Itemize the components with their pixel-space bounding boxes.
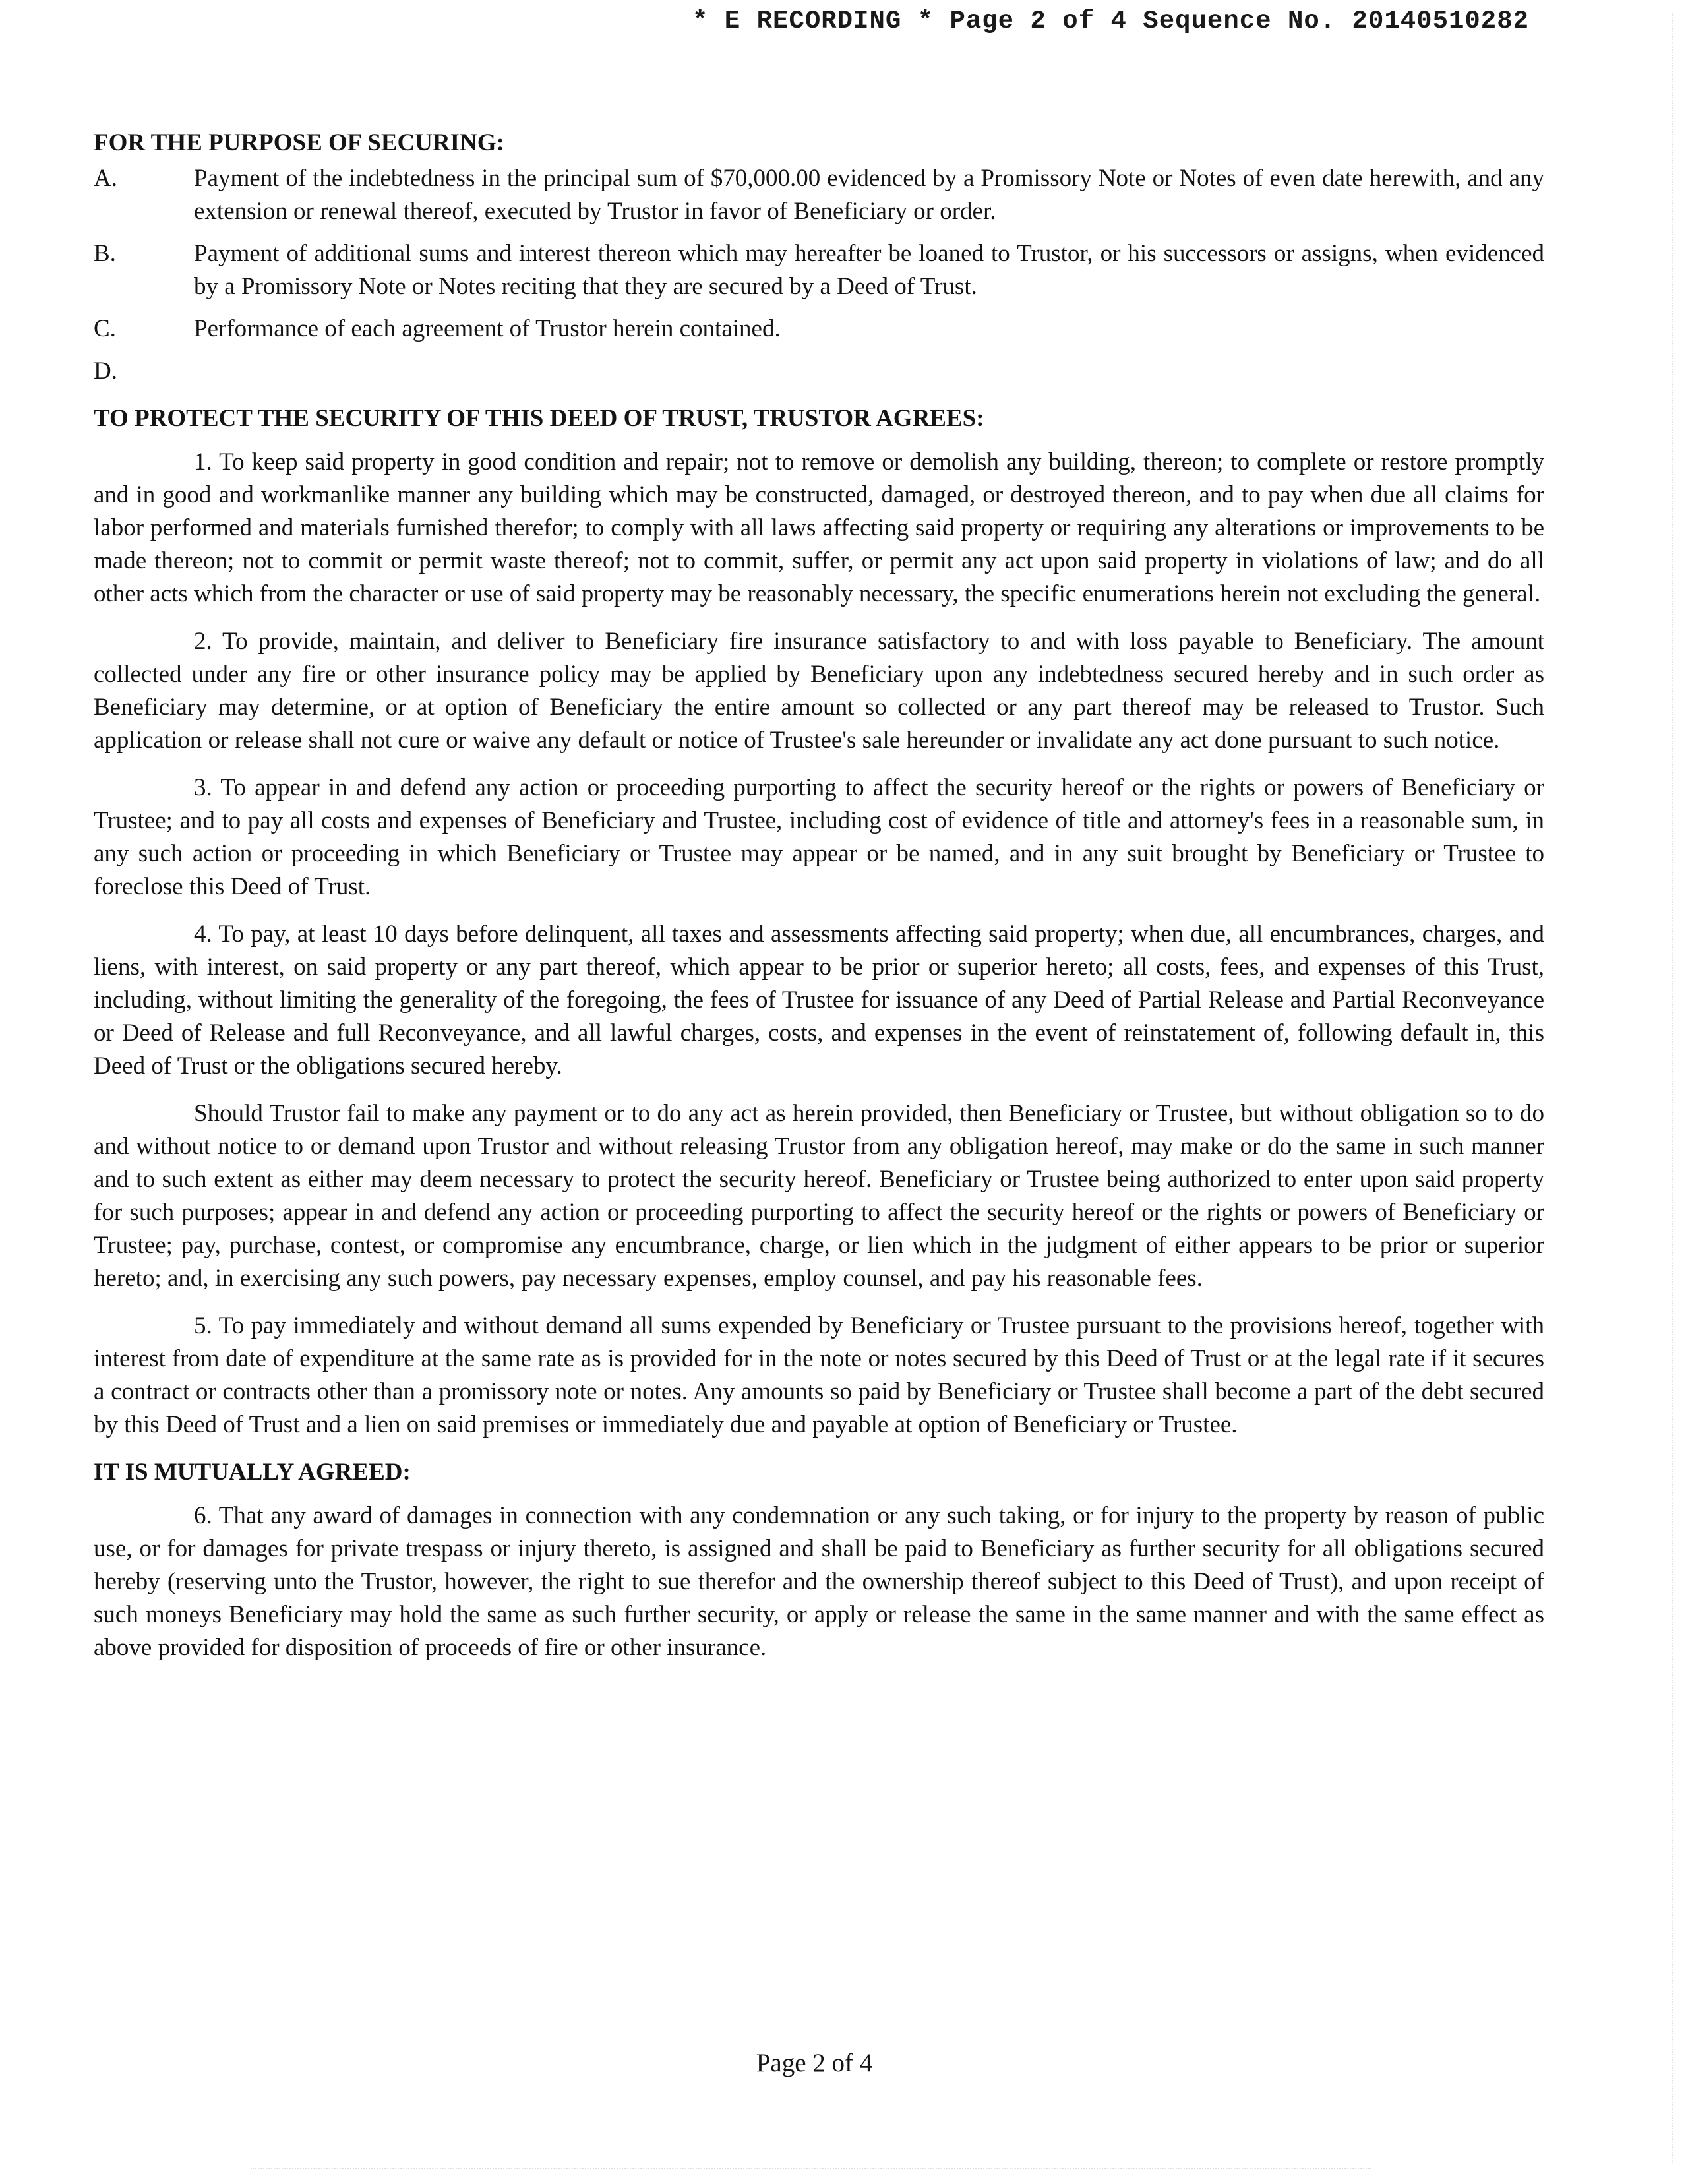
agreed-heading: IT IS MUTUALLY AGREED: (94, 1459, 411, 1486)
securing-item-c (94, 313, 1544, 346)
securing-item-a (94, 162, 1544, 228)
clause-2: 2. To provide, maintain, and deliver to Beneficiary fire insurance satisfactory to and with loss payable to Beneficiary. The amount collected under any fire or other insurance policy may be applied by Beneficiary upon any indebtedness secured hereby and in such order as Beneficiary may determine, or at option of Beneficiary the entire amount so collected or any part thereof may be released to Trustor. Such application or release shall not cure or waive any default or notice of Trustee's sale hereunder or invalidate any act done pursuant to such notice. (94, 628, 1544, 754)
scan-edge-marks (1670, 13, 1673, 2163)
protect-heading: TO PROTECT THE SECURITY OF THIS DEED OF TRUST, TRUSTOR AGREES: (94, 405, 984, 432)
clause-1: 1. To keep said property in good condition and repair; not to remove or demolish any building, thereon; to complete or restore promptly and in good and workmanlike manner any building which may be constructed, damaged, or destroyed thereon, and to pay when due all claims for labor performed and materials furnished therefor; to comply with all laws affecting said property or requiring any alterations or improvements to be made thereon; not to commit or permit waste thereof; not to commit, suffer, or permit any act upon said property in violations of law; and do all other acts which from the character or use of said property may be reasonably necessary, the specific enumerations herein not excluding the general. (94, 448, 1544, 607)
document-body (94, 127, 1544, 1679)
item-letter: D. (94, 357, 117, 384)
clause-4: 4. To pay, at least 10 days before delinquent, all taxes and assessments affecting said property; when due, all encumbrances, charges, and liens, with interest, on said property or any part thereof, which appear to be prior or superior hereto; all costs, fees, and expenses of this Trust, including, without limiting the generality of the foregoing, the fees of Trustee for issuance of any Deed of Partial Release and Partial Reconveyance or Deed of Release and full Reconveyance, and all lawful charges, costs, and expenses in the event of reinstatement of, following default in, this Deed of Trust or the obligations secured hereby. (94, 921, 1544, 1079)
clause-6: 6. That any award of damages in connection with any condemnation or any such taking, or for injury to the property by reason of public use, or for damages for private trespass or injury thereto, is assigned and shall be paid to Beneficiary as further security for all obligations secured hereby (reserving unto the Trustor, however, the right to sue therefor and the ownership thereof subject to this Deed of Trust), and upon receipt of such moneys Beneficiary may hold the same as such further security, or apply or release the same in the same manner and with the same effect as above provided for disposition of proceeds of fire or other insurance. (94, 1502, 1544, 1661)
clause-5: 5. To pay immediately and without demand all sums expended by Beneficiary or Trustee pursuant to the provisions hereof, together with interest from date of expenditure at the same rate as is provided for in the note or notes secured by this Deed of Trust or at the legal rate if it secures a contract or contracts other than a promissory note or notes. Any amounts so paid by Beneficiary or Trustee shall become a part of the debt secured by this Deed of Trust and a lien on said premises or immediately due and payable at option of Beneficiary or Trustee. (94, 1312, 1544, 1438)
recording-stamp: * E RECORDING * Page 2 of 4 Sequence No. 20140510282 (692, 7, 1529, 36)
item-text: Payment of the indebtedness in the principal sum of $70,000.00 evidenced by a Promissory Note or Notes of even date herewith, and any extension or renewal thereof, executed by Trustor in favor of Beneficiary or order. (194, 165, 1544, 225)
item-text (194, 355, 1544, 388)
trustor-failure-clause: Should Trustor fail to make any payment or to do any act as herein provided, then Beneficiary or Trustee, but without obligation so to do and without notice to or demand upon Trustor and without releasing Trustor from any obligation hereof, may make or do the same in such manner and to such extent as either may deem necessary to protect the security hereof. Beneficiary or Trustee being authorized to enter upon said property for such purposes; appear in and defend any action or proceeding purporting to affect the security hereof or the rights or powers of Beneficiary or Trustee; pay, purchase, contest, or compromise any encumbrance, charge, or lien which in the judgment of either appears to be prior or superior hereto; and, in exercising any such powers, pay necessary expenses, employ counsel, and pay his reasonable fees. (94, 1100, 1544, 1292)
clause-3: 3. To appear in and defend any action or proceeding purporting to affect the security hereof or the rights or powers of Beneficiary or Trustee; and to pay all costs and expenses of Beneficiary and Trustee, including cost of evidence of title and attorney's fees in a reasonable sum, in any such action or proceeding in which Beneficiary or Trustee may appear or be named, and in any suit brought by Beneficiary or Trustee to foreclose this Deed of Trust. (94, 774, 1544, 900)
item-text: Payment of additional sums and interest thereon which may hereafter be loaned to Trustor, or his successors or assigns, when evidenced by a Promissory Note or Notes reciting that they are secured by a Deed of Trust. (194, 240, 1544, 300)
item-letter: B. (94, 240, 116, 267)
securing-heading: FOR THE PURPOSE OF SECURING: (94, 129, 504, 156)
scan-bottom-marks (251, 2167, 1372, 2169)
item-letter: C. (94, 315, 116, 342)
page-number: Page 2 of 4 (756, 2049, 873, 2077)
item-text: Performance of each agreement of Trustor herein contained. (194, 315, 781, 342)
item-letter: A. (94, 165, 117, 192)
securing-item-d (94, 355, 1544, 388)
securing-item-b (94, 237, 1544, 303)
